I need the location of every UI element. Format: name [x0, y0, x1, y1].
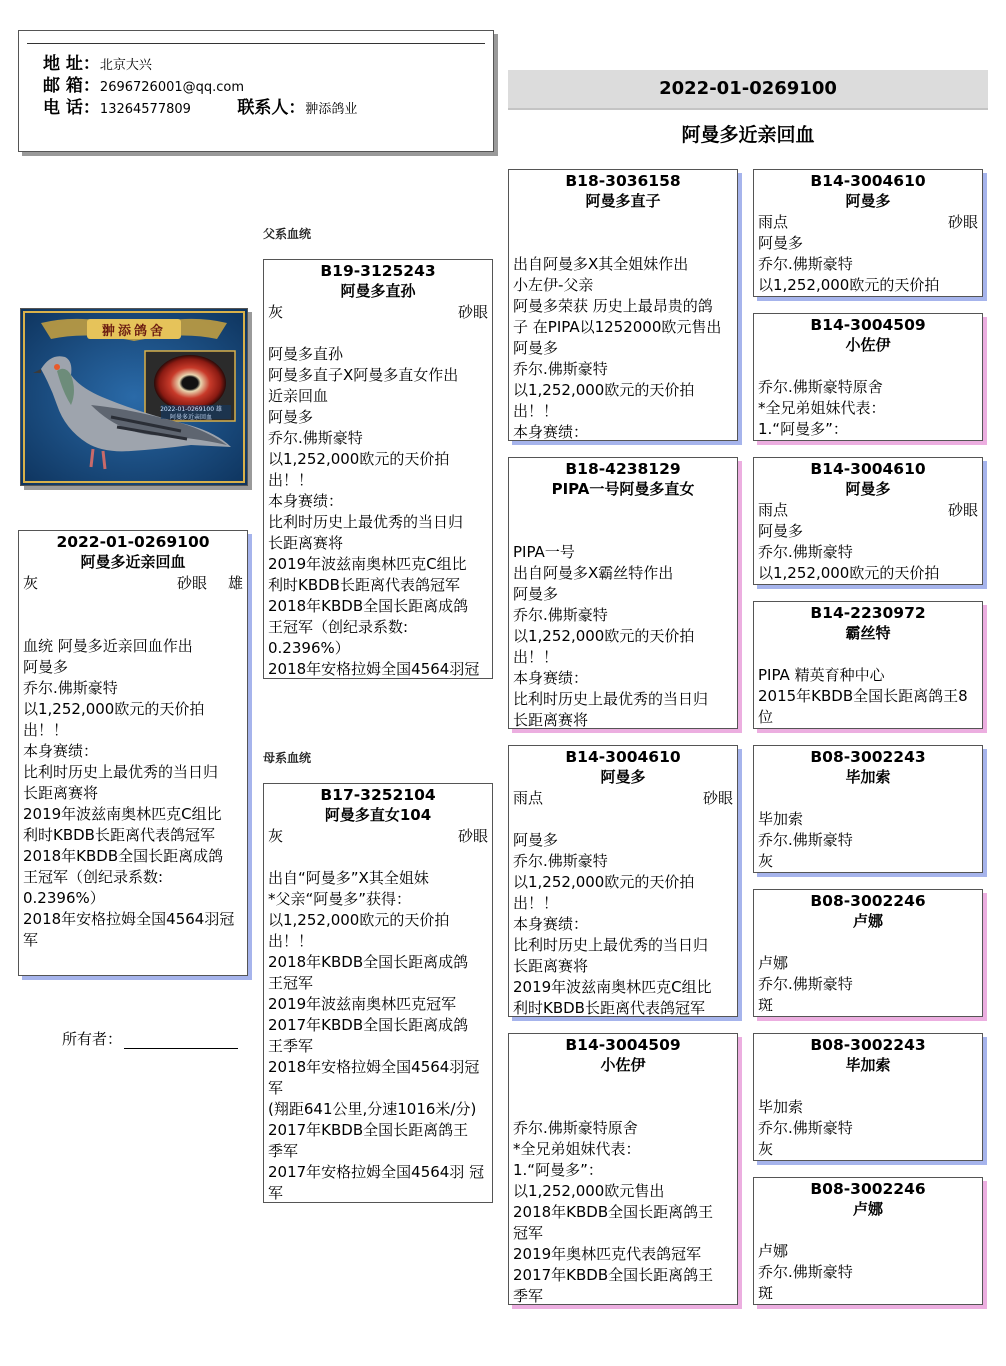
description-line: 0.2396%）: [268, 639, 350, 657]
description-line: PIPA一号: [513, 543, 575, 561]
description-line: 乔尔.佛斯豪特: [758, 1119, 853, 1137]
description-line: 以1,252,000欧元售出: [513, 1182, 665, 1200]
card-sss: [753, 169, 983, 297]
bird-name: 卢娜: [852, 1200, 883, 1218]
description-line: 1.“阿曼多”：: [758, 420, 848, 438]
description-line: 乔尔.佛斯豪特: [513, 606, 608, 624]
description-line: 冠军: [513, 1224, 544, 1242]
description-line: 军: [23, 931, 39, 949]
description-line: 斑: [758, 996, 774, 1014]
description-line: 2018年KBDB全国长距离成鸽: [268, 597, 469, 615]
bird-description: [754, 521, 982, 584]
description-line: 1.“阿曼多”：: [513, 1161, 603, 1179]
address-label: 地 址：: [43, 54, 100, 74]
description-line: 王冠军（创纪录系数:: [268, 618, 409, 636]
bird-color: 灰: [268, 303, 284, 321]
description-line: 比利时历史上最优秀的当日归: [513, 936, 709, 954]
bird-description: [754, 665, 982, 728]
description-line: 2019年奥林匹克代表鸽冠军: [513, 1245, 702, 1263]
description-line: 比利时历史上最优秀的当日归: [23, 763, 219, 781]
ring-number: B08-3002243: [810, 1036, 926, 1054]
bird-name: 小佐伊: [600, 1056, 646, 1074]
bird-name: 阿曼多直子: [585, 192, 661, 210]
photo-caption-2: 阿曼多近亲回血: [169, 414, 212, 421]
description-line: 以1,252,000欧元的天价拍: [758, 564, 940, 582]
description-line: 季军: [268, 1142, 299, 1160]
description-line: 乔尔.佛斯豪特: [513, 852, 608, 870]
description-line: 2017年KBDB全国长距离鸽王: [513, 1266, 714, 1284]
description-line: 以1,252,000欧元的天价拍: [513, 873, 695, 891]
bird-description: [509, 1118, 737, 1305]
description-line: 2019年波兹南奥林匹克C组比: [23, 805, 222, 823]
card-dam-sire: [508, 745, 738, 1017]
card-dds: [753, 1033, 983, 1161]
description-line: 阿曼多: [513, 831, 559, 849]
description-line: 长距离赛将: [513, 711, 589, 729]
description-line: 王冠军: [268, 974, 314, 992]
description-line: 本身赛绩：: [513, 423, 589, 441]
ring-number: B14-3004509: [810, 316, 926, 334]
contact-label: 联系人：: [237, 98, 306, 118]
description-line: 出！！: [268, 471, 314, 489]
phone-value: 13264577809: [99, 102, 191, 117]
ring-number: 2022-01-0269100: [56, 533, 210, 551]
card-sire-sire: [508, 169, 738, 441]
contact-value: 翀添鸽业: [305, 102, 358, 117]
bird-eye: 砂眼: [947, 501, 978, 519]
ring-number: B19-3125243: [320, 262, 436, 280]
address-value: 北京大兴: [99, 58, 152, 73]
description-line: 卢娜: [758, 1242, 789, 1260]
description-line: 利时KBDB长距离代表鸽冠军: [513, 999, 705, 1017]
card-sds: [753, 457, 983, 585]
ring-number: B08-3002243: [810, 748, 926, 766]
bird-eye: 砂眼: [176, 574, 207, 592]
description-line: 2017年KBDB全国长距离成鸽: [268, 1016, 469, 1034]
bird-name: 霸丝特: [845, 624, 891, 642]
bird-name: 小佐伊: [845, 336, 891, 354]
description-line: 以1,252,000欧元的天价拍: [513, 381, 695, 399]
description-line: 乔尔.佛斯豪特原舍: [513, 1119, 638, 1137]
description-line: (翔距641公里,分速1016米/分): [268, 1100, 477, 1118]
ring-number: B14-3004610: [810, 172, 926, 190]
bird-name: PIPA一号阿曼多直女: [551, 480, 695, 498]
ring-number: B18-3036158: [565, 172, 681, 190]
email-value: 2696726001@qq.com: [99, 80, 245, 95]
description-line: 2018年KBDB全国长距离鸽王: [513, 1203, 714, 1221]
description-line: 灰: [758, 1140, 774, 1158]
description-line: 2018年安格拉姆全国4564羽冠: [268, 660, 480, 678]
email-label: 邮 箱：: [43, 76, 100, 96]
card-dss: [753, 745, 983, 873]
description-line: 长距离赛将: [23, 784, 99, 802]
phone-row: [43, 97, 357, 119]
description-line: 乔尔.佛斯豪特: [513, 360, 608, 378]
description-line: 2019年波兹南奥林匹克C组比: [513, 978, 712, 996]
bird-description: [509, 830, 737, 1017]
bird-meta: [754, 500, 982, 521]
description-line: 利时KBDB长距离代表鸽冠军: [23, 826, 215, 844]
photo-banner-text: 翀添鸽舍: [101, 324, 166, 339]
description-line: 阿曼多直子X阿曼多直女作出: [268, 366, 459, 384]
address-row: [43, 53, 152, 75]
contact-box: [18, 30, 494, 152]
description-line: 2018年KBDB全国长距离成鸽: [268, 953, 469, 971]
description-line: 阿曼多: [268, 408, 314, 426]
bird-eye: 砂眼: [457, 303, 488, 321]
bird-color: 雨点: [758, 213, 789, 231]
description-line: 乔尔.佛斯豪特: [758, 975, 853, 993]
description-line: 王冠军（创纪录系数:: [23, 868, 164, 886]
description-line: 乔尔.佛斯豪特: [758, 1263, 853, 1281]
description-line: 2018年安格拉姆全国4564羽冠: [268, 1058, 480, 1076]
description-line: 阿曼多: [758, 522, 804, 540]
ring-number: B14-2230972: [810, 604, 926, 622]
description-line: 出自“阿曼多”X其全姐妹: [268, 869, 429, 887]
description-line: 灰: [758, 852, 774, 870]
description-line: 阿曼多: [513, 339, 559, 357]
phone-label: 电 话：: [43, 98, 100, 118]
description-line: 阿曼多荣获 历史上最昂贵的鸽: [513, 297, 713, 315]
ring-number: B18-4238129: [565, 460, 681, 478]
owner-signature-line[interactable]: [124, 1034, 238, 1049]
email-row: [43, 75, 244, 97]
description-line: 出！！: [23, 721, 69, 739]
ring-number: B17-3252104: [320, 786, 436, 804]
description-line: 毕加索: [758, 1098, 804, 1116]
bird-name: 阿曼多近亲回血: [80, 553, 186, 571]
card-dam: [263, 783, 493, 1203]
bird-name: 阿曼多: [600, 768, 646, 786]
description-line: 出自阿曼多X其全姐妹作出: [513, 255, 689, 273]
header-ring: 2022-01-0269100: [508, 70, 988, 110]
card-ssd: [753, 313, 983, 441]
ring-number: B14-3004610: [810, 460, 926, 478]
description-line: *全兄弟姐妹代表：: [758, 399, 886, 417]
description-line: 比利时历史上最优秀的当日归: [268, 513, 464, 531]
description-line: 阿曼多直孙: [268, 345, 344, 363]
owner-field: [62, 1028, 238, 1049]
description-line: 阿曼多: [23, 658, 69, 676]
description-line: 乔尔.佛斯豪特: [758, 543, 853, 561]
divider: [27, 43, 485, 44]
bird-eye: 砂眼: [947, 213, 978, 231]
description-line: 卢娜: [758, 954, 789, 972]
bird-description: [754, 1097, 982, 1160]
description-line: 本身赛绩：: [23, 742, 99, 760]
dam-section-label: 母系血统: [263, 751, 312, 765]
bird-name: 毕加索: [845, 768, 891, 786]
bird-description: [264, 868, 492, 1203]
bird-name: 阿曼多: [845, 192, 891, 210]
bird-name: 阿曼多: [845, 480, 891, 498]
description-line: 出！！: [513, 894, 559, 912]
pigeon-photo: [20, 308, 248, 486]
description-line: *全兄弟姐妹代表：: [513, 1140, 641, 1158]
description-line: 以1,252,000欧元的天价拍: [513, 627, 695, 645]
bird-description: [754, 809, 982, 872]
bird-name: 毕加索: [845, 1056, 891, 1074]
bird-description: [509, 254, 737, 441]
card-ddd: [753, 1177, 983, 1305]
description-line: 以1,252,000欧元的天价拍: [758, 276, 940, 294]
description-line: 军: [268, 1184, 284, 1202]
description-line: 乔尔.佛斯豪特: [23, 679, 118, 697]
bird-meta: [754, 212, 982, 233]
description-line: 子 在PIPA以1252000欧元售出: [513, 318, 722, 336]
description-line: 利时KBDB长距离代表鸽冠军: [268, 576, 460, 594]
description-line: *父亲“阿曼多”获得：: [268, 890, 412, 908]
description-line: 斑: [758, 1284, 774, 1302]
sire-section-label: 父系血统: [263, 227, 312, 241]
description-line: 血统 阿曼多近亲回血作出: [23, 637, 193, 655]
bird-color: 雨点: [758, 501, 789, 519]
card-dsd: [753, 889, 983, 1017]
bird-meta: [19, 573, 247, 594]
description-line: 乔尔.佛斯豪特: [758, 255, 853, 273]
description-line: PIPA 精英育种中心: [758, 666, 885, 684]
description-line: 本身赛绩：: [513, 669, 589, 687]
owner-label: 所有者：: [62, 1030, 123, 1048]
bird-description: [754, 1241, 982, 1304]
description-line: 阿曼多: [758, 234, 804, 252]
card-sire-dam: [508, 457, 738, 729]
description-line: 以1,252,000欧元的天价拍: [268, 911, 450, 929]
bird-meta: [264, 826, 492, 847]
card-self: [18, 530, 248, 976]
ring-number: B08-3002246: [810, 1180, 926, 1198]
description-line: 本身赛绩：: [268, 492, 344, 510]
card-sdd: [753, 601, 983, 729]
bird-name: 阿曼多直女104: [324, 806, 432, 824]
description-line: 位: [758, 708, 774, 726]
card-dam-dam: [508, 1033, 738, 1305]
description-line: 乔尔.佛斯豪特: [268, 429, 363, 447]
description-line: 近亲回血: [268, 387, 329, 405]
description-line: 乔尔.佛斯豪特: [758, 831, 853, 849]
bird-eye: 砂眼: [457, 827, 488, 845]
bird-name: 阿曼多直孙: [340, 282, 416, 300]
description-line: 长距离赛将: [513, 957, 589, 975]
bird-description: [509, 542, 737, 729]
description-line: 比利时历史上最优秀的当日归: [513, 690, 709, 708]
description-line: 长距离赛将: [268, 534, 344, 552]
description-line: 阿曼多: [513, 585, 559, 603]
bird-color: 雨点: [513, 789, 544, 807]
description-line: 季军: [513, 1287, 544, 1305]
description-line: 出！！: [268, 932, 314, 950]
description-line: 2018年KBDB全国长距离成鸽: [23, 847, 224, 865]
description-line: 以1,252,000欧元的天价拍: [268, 450, 450, 468]
bird-name: 卢娜: [852, 912, 883, 930]
ring-number: B14-3004509: [565, 1036, 681, 1054]
bird-description: [754, 377, 982, 440]
description-line: 军: [268, 1079, 284, 1097]
description-line: 王季军: [268, 1037, 314, 1055]
description-line: 出！！: [513, 402, 559, 420]
bird-meta: [264, 302, 492, 323]
description-line: 以1,252,000欧元的天价拍: [23, 700, 205, 718]
description-line: 出自阿曼多X霸丝特作出: [513, 564, 674, 582]
description-line: 本身赛绩：: [513, 915, 589, 933]
description-line: 小左伊-父亲: [513, 276, 594, 294]
bird-eye: 砂眼: [702, 789, 733, 807]
description-line: 2017年KBDB全国长距离鸽王: [268, 1121, 469, 1139]
bird-sex: 雄: [227, 574, 243, 592]
description-line: 出！！: [513, 648, 559, 666]
description-line: 2019年波兹南奥林匹克C组比: [268, 555, 467, 573]
bird-description: [754, 233, 982, 296]
description-line: 2015年KBDB全国长距离鸽王8: [758, 687, 968, 705]
description-line: 毕加索: [758, 810, 804, 828]
bird-meta: [509, 788, 737, 809]
bird-color: 灰: [268, 827, 284, 845]
bird-description: [754, 953, 982, 1016]
ring-number: B08-3002246: [810, 892, 926, 910]
ring-number: B14-3004610: [565, 748, 681, 766]
description-line: 2018年安格拉姆全国4564羽冠: [23, 910, 235, 928]
description-line: 乔尔.佛斯豪特原舍: [758, 378, 883, 396]
description-line: 2017年安格拉姆全国4564羽 冠: [268, 1163, 485, 1181]
description-line: 2019年波兹南奥林匹克冠军: [268, 995, 457, 1013]
bird-description: [264, 344, 492, 679]
bird-color: 灰: [23, 574, 39, 592]
photo-caption: 2022-01-0269100 雄: [160, 406, 222, 413]
bird-description: [19, 636, 247, 951]
description-line: 0.2396%）: [23, 889, 105, 907]
page-title: 阿曼多近亲回血: [681, 124, 815, 146]
card-sire: [263, 259, 493, 679]
